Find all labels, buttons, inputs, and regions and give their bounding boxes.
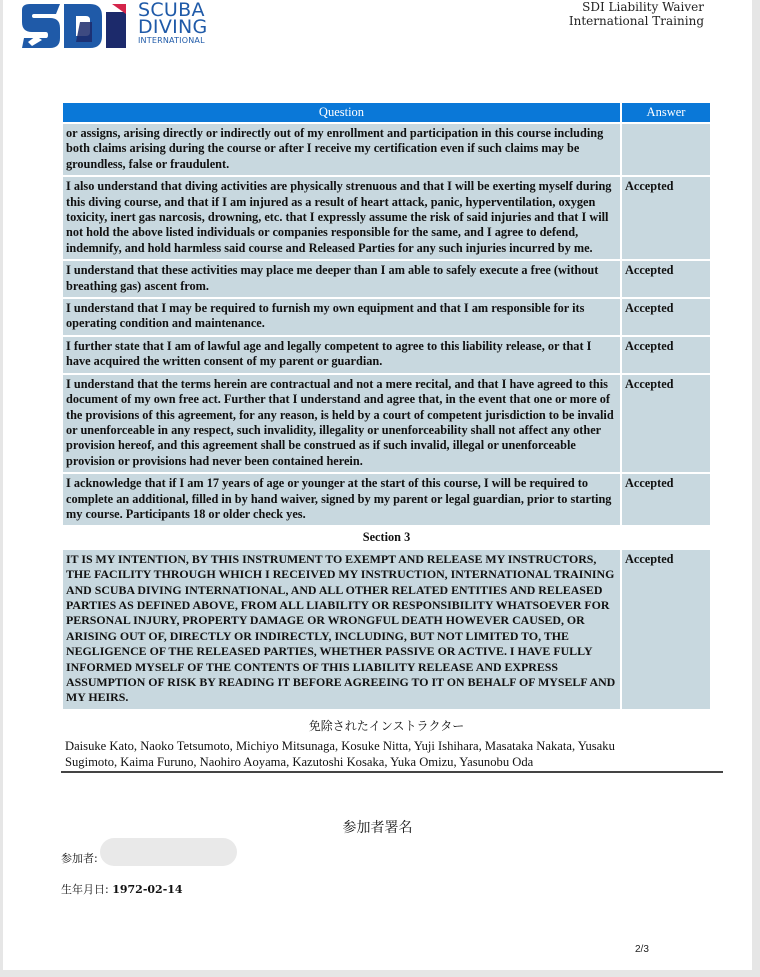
table-row [63, 177, 710, 259]
question-cell: I further state that I am of lawful age and legally competent to agree to this liability release, or that I have acquired the written consent of my parent or guardian. [63, 337, 620, 373]
question-cell: or assigns, arising directly or indirectly out of my enrollment and participation in this course including both claims arising during the course or after I receive my certification even if such claims may be groundless, false or fraudulent. [63, 124, 620, 175]
table-header-row [63, 103, 710, 122]
participant-field [61, 850, 98, 866]
participant-label: 参加者: [61, 852, 98, 865]
answer-cell: Accepted [622, 261, 710, 297]
logo-wordmark [138, 2, 208, 46]
question-cell: I understand that I may be required to furnish my own equipment and that I am responsible for its operating condition and maintenance. [63, 299, 620, 335]
document-header [569, 0, 704, 28]
column-header-question: Question [63, 103, 620, 122]
released-instructors-title: 免除されたインストラクター [308, 719, 465, 733]
question-cell: I also understand that diving activities are physically strenuous and that I will be exerting myself during this diving course, and that if I am injured as a result of heart attack, panic, hyperventilation, oxygen toxicity, inert gas narcosis, drowning, etc. that I expressly assume the risk of said injuries and that I will not hold the above listed individuals or companies responsible for the same, and I agree to defend, indemnify, and hold harmless said course and Released Parties for any such injuries incurred by me. [63, 177, 620, 259]
signature-title: 参加者署名 [342, 820, 413, 836]
document-title: SDI Liability Waiver [582, 0, 704, 14]
answer-cell: Accepted [622, 375, 710, 472]
question-cell: IT IS MY INTENTION, BY THIS INSTRUMENT TO EXEMPT AND RELEASE MY INSTRUCTORS, THE FACILITY THROUGH WHICH I RECEIVED MY INSTRUCTION, INTERNATIONAL TRAINING AND SCUBA DIVING INTERNATIONAL, AND ALL OTHER RELATED ENTITIES AND RELEASED PARTIES AS DEFINED ABOVE, FROM ALL LIABILITY OR RESPONSIBILITY WHATSOEVER FOR PERSONAL INJURY, PROPERTY DAMAGE OR WRONGFUL DEATH HOWEVER CAUSED, OR ARISING OUT OF, DIRECTLY OR INDIRECTLY, INCLUDING, BUT NOT LIMITED TO, THE NEGLIGENCE OF THE RELEASED PARTIES, WHETHER PASSIVE OR ACTIVE. I HAVE FULLY INFORMED MYSELF OF THE CONTENTS OF THIS LIABILITY RELEASE AND EXPRESS ASSUMPTION OF RISK BY READING IT BEFORE AGREEING TO IT ON BEHALF OF MYSELF AND MY HEIRS. [63, 550, 620, 709]
column-header-answer: Answer [622, 103, 710, 122]
page-number: 2/3 [635, 944, 649, 955]
answer-cell: Accepted [622, 177, 710, 259]
table-row [63, 337, 710, 373]
table-row [63, 261, 710, 297]
sdi-logo [20, 2, 220, 50]
question-cell: I understand that the terms herein are contractual and not a mere recital, and that I have agreed to this document of my own free act. Further that I understand and agree that, in the event that one or more of the provisions of this agreement, for any reason, is held by a court of competent jurisdiction to be invalid or unenforceable in any respect, such invalidity, illegality or unenforceability shall not affect any other provision hereof, and this agreement shall be construed as if such invalid, illegal or unenforceable provision or provisions had never been contained herein. [63, 375, 620, 472]
section-divider [61, 771, 723, 773]
table-row [63, 474, 710, 525]
released-instructors-list: Daisuke Kato, Naoko Tetsumoto, Michiyo Mitsunaga, Kosuke Nitta, Yuji Ishihara, Masataka Nakata, Yusaku Sugimoto, Kaima Furuno, Naohiro Aoyama, Kazutoshi Kosaka, Yuka Omizu, Yasunobu Oda [65, 739, 615, 769]
date-of-birth-field [61, 881, 183, 897]
answer-cell: Accepted [622, 474, 710, 525]
logo-line-diving: DIVING [138, 16, 208, 38]
question-cell: I understand that these activities may place me deeper than I am able to safely execute a free (without breathing gas) ascent from. [63, 261, 620, 297]
question-cell: I acknowledge that if I am 17 years of age or younger at the start of this course, I will be required to complete an additional, filled in by hand waiver, signed by my parent or legal guardian, prior to starting my course. Participants 18 or older check yes. [63, 474, 620, 525]
document-subtitle: International Training [568, 14, 704, 28]
dob-value: 1972-02-14 [112, 883, 183, 896]
section-heading-row [63, 527, 710, 547]
waiver-table [61, 101, 712, 711]
answer-cell [622, 124, 710, 175]
logo-line-scuba: SCUBA [138, 0, 205, 21]
table-row [63, 550, 710, 709]
section-heading: Section 3 [63, 527, 710, 547]
table-row [63, 299, 710, 335]
dob-label: 生年月日: [61, 883, 109, 896]
answer-cell: Accepted [622, 299, 710, 335]
table-row [63, 124, 710, 175]
table-row [63, 375, 710, 472]
answer-cell: Accepted [622, 337, 710, 373]
answer-cell: Accepted [622, 550, 710, 709]
document-page [3, 0, 752, 970]
sdi-logo-mark-icon [20, 2, 132, 50]
logo-line-international: INTERNATIONAL [138, 36, 205, 45]
redacted-participant-name [100, 838, 237, 866]
